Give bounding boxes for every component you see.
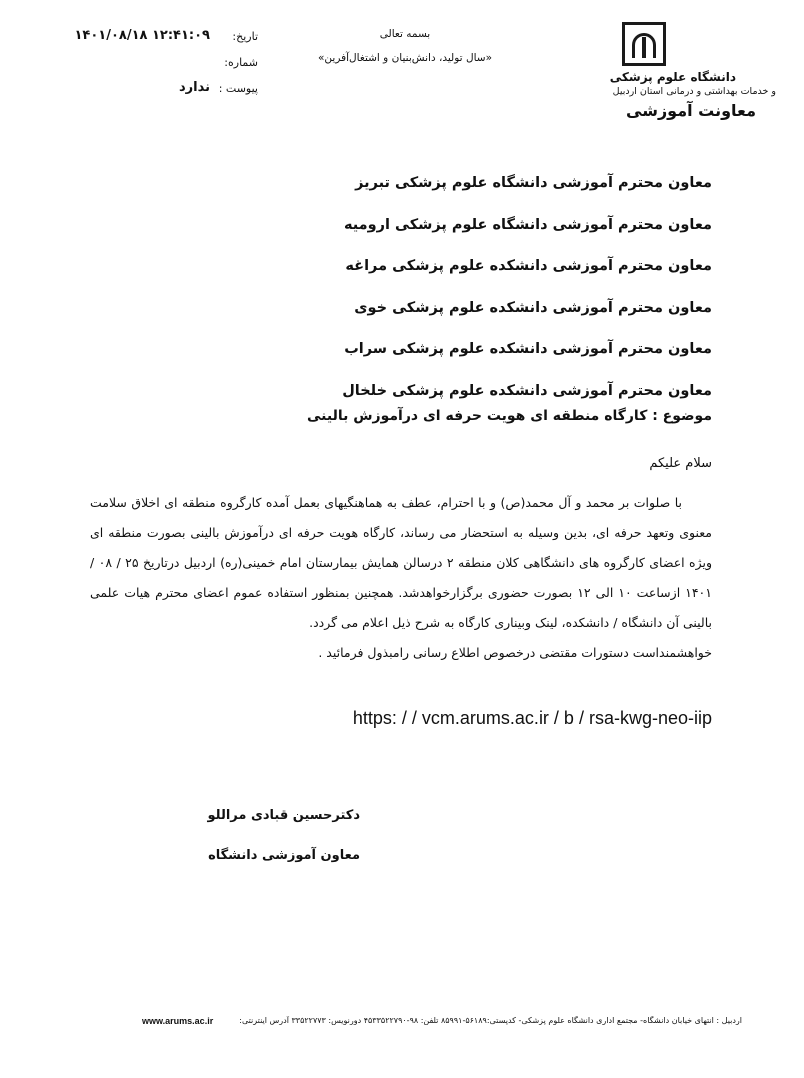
number-row [78,54,258,80]
footer-address: اردبیل : انتهای خیابان دانشگاه- مجتمع اداری دانشگاه علوم پزشکی- کدپستی:۵۶۱۸۹-۸۵۹۹۱ تلفن: ۹۸-۴۵۳۳۵۲۲۷۹۰ دورنویس: ۳۳۵۲۲۷۷۳ آدرس اینترنتی: [239,1016,742,1025]
letter-body [90,488,712,668]
number-label: شماره: [224,56,258,69]
recipient-item: معاون محترم آموزشی دانشکده علوم پزشکی مراغه [345,258,712,274]
university-logo-block [556,22,776,120]
recipient-item: معاون محترم آموزشی دانشگاه علوم پزشکی ارومیه [343,216,712,233]
department-name: معاونت آموزشی [626,101,756,120]
recipient-item: معاون محترم آموزشی دانشکده علوم پزشکی سراب [344,341,712,357]
attachment-label: پیوست : [218,82,258,95]
letter-meta [74,28,258,106]
university-subtitle: و خدمات بهداشتی و درمانی استان اردبیل [612,86,776,97]
year-slogan: «سال تولید، دانش‌بنیان و اشتغال‌آفرین» [317,52,492,64]
footer-website[interactable]: www.arums.ac.ir [142,1016,214,1026]
webinar-link[interactable]: https: / / vcm.arums.ac.ir / b / rsa-kwg-neo-iip [352,708,712,728]
header-center [280,28,530,64]
signatory-title: معاون آموزشی دانشگاه [208,848,360,863]
date-value: ۱۴۰۱/۰۸/۱۸ ۱۲:۴۱:۰۹ [74,28,210,43]
body-paragraph-2: خواهشمنداست دستورات مقتضی درخصوص اطلاع رسانی رامبذول فرمائید . [318,645,712,660]
letter-subject: موضوع : کارگاه منطقه ای هویت حرفه ای درآموزش بالینی [307,408,712,424]
greeting: سلام علیکم [649,456,712,471]
signatory-name: دکترحسین قبادی مراللو [207,808,360,823]
body-paragraph-1: با صلوات بر محمد و آل محمد(ص) و با احترام، عطف به هماهنگیهای بعمل آمده کارگروه منطقه ای اخلاق سلامت معنوی وتعهد حرفه ای، بدین وسیله به استحضار می رساند، کارگاه هویت حرفه ای درآموزش بالینی بصورت منطقه ای ویژه اعضای کارگروه های دانشگاهی کلان منطقه ۲ درسالن همایش بیمارستان امام خمینی(ره) اردبیل درتاریخ ۲۵ / ۰۸ / ۱۴۰۱ ازساعت ۱۰ الی ۱۲ بصورت حضوری برگزارخواهدشد. همچنین بمنظور استفاده عموم اعضای محترم هیات علمی بالینی آن دانشگاه / دانشکده، لینک وبیناری کارگاه به شرح ذیل اعلام می گردد. [90,495,713,630]
attachment-value: ندارد [178,80,210,95]
recipient-item: معاون محترم آموزشی دانشکده علوم پزشکی خلخال [342,382,712,399]
university-logo-icon [622,22,666,66]
attachment-row [78,80,258,106]
date-row [74,28,258,54]
recipient-item: معاون محترم آموزشی دانشگاه علوم پزشکی تبریز [355,175,712,191]
university-name: دانشگاه علوم پزشکی [609,70,736,84]
date-label: تاریخ: [232,30,258,43]
recipient-item: معاون محترم آموزشی دانشکده علوم پزشکی خوی [354,299,712,316]
recipients-list [212,168,712,417]
basmala: بسمه تعالی [379,28,431,40]
